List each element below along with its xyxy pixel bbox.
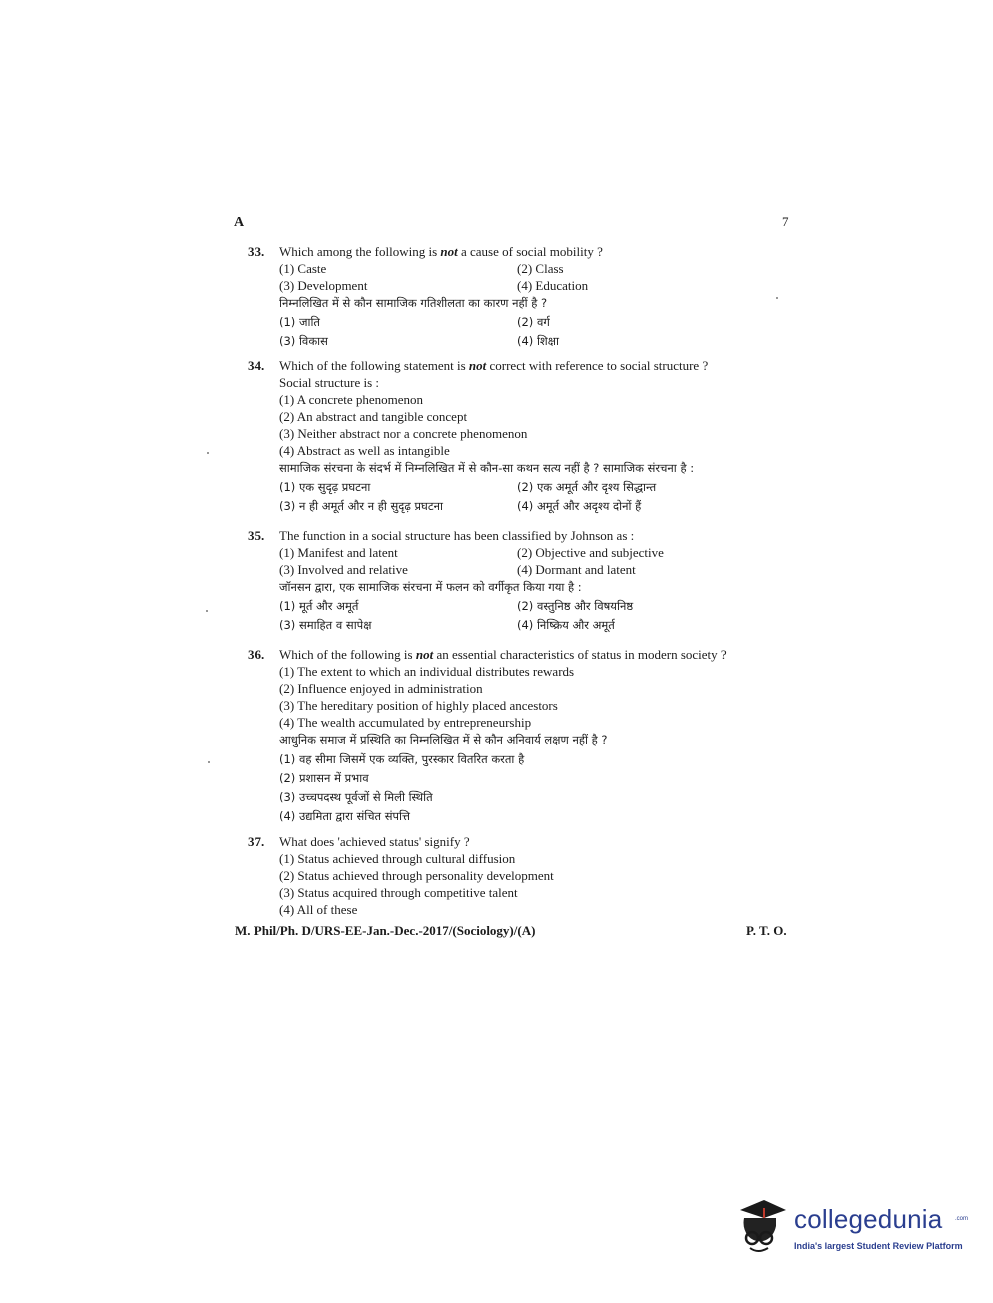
question-text: The function in a social structure has been classified by Johnson as : bbox=[279, 528, 635, 543]
question-text-hindi: सामाजिक संरचना के संदर्भ में निम्नलिखित में से कौन-सा कथन सत्य नहीं है ? सामाजिक संरचना है : bbox=[279, 461, 695, 475]
scan-speck bbox=[776, 297, 778, 299]
option-hindi: (3) न ही अमूर्त और न ही सुदृढ़ प्रघटना bbox=[279, 499, 444, 513]
option-hindi: (1) जाति bbox=[279, 315, 320, 329]
option: (4) All of these bbox=[279, 902, 358, 917]
option-hindi: (4) अमूर्त और अदृश्य दोनों हैं bbox=[517, 499, 642, 513]
option: (2) Status achieved through personality development bbox=[279, 868, 554, 883]
option-hindi: (4) शिक्षा bbox=[517, 334, 559, 348]
option-hindi: (1) मूर्त और अमूर्त bbox=[279, 599, 359, 613]
option: (1) Manifest and latent bbox=[279, 545, 398, 560]
question-text-hindi: जॉनसन द्वारा, एक सामाजिक संरचना में फलन को वर्गीकृत किया गया है : bbox=[279, 580, 582, 594]
option: (2) Influence enjoyed in administration bbox=[279, 681, 483, 696]
question-text-hindi: निम्नलिखित में से कौन सामाजिक गतिशीलता का कारण नहीं है ? bbox=[279, 296, 548, 310]
option-hindi: (1) वह सीमा जिसमें एक व्यक्ति, पुरस्कार वितरित करता है bbox=[279, 752, 525, 766]
option: (1) Status achieved through cultural diffusion bbox=[279, 851, 516, 866]
question-34 bbox=[248, 357, 793, 516]
option-hindi: (4) उद्यमिता द्वारा संचित संपत्ति bbox=[279, 809, 410, 823]
question-36 bbox=[248, 646, 793, 826]
option: (3) Status acquired through competitive talent bbox=[279, 885, 518, 900]
option-hindi: (4) निष्क्रिय और अमूर्त bbox=[517, 618, 615, 632]
question-number: 34. bbox=[248, 358, 265, 373]
option-hindi: (2) वर्ग bbox=[517, 315, 550, 329]
question-number: 33. bbox=[248, 244, 265, 259]
option: (3) Development bbox=[279, 278, 368, 293]
option-hindi: (2) प्रशासन में प्रभाव bbox=[279, 771, 369, 785]
question-subline: Social structure is : bbox=[279, 375, 380, 390]
option: (3) The hereditary position of highly placed ancestors bbox=[279, 698, 558, 713]
logo-tagline: India's largest Student Review Platform bbox=[794, 1241, 963, 1251]
option-hindi: (2) वस्तुनिष्ठ और विषयनिष्ठ bbox=[517, 599, 634, 613]
logo-suffix: .com bbox=[955, 1216, 969, 1222]
option-hindi: (2) एक अमूर्त और दृश्य सिद्धान्त bbox=[517, 480, 657, 494]
question-35 bbox=[248, 527, 793, 635]
option: (4) Abstract as well as intangible bbox=[279, 443, 450, 458]
option: (1) The extent to which an individual distributes rewards bbox=[279, 664, 575, 679]
section-label: A bbox=[234, 215, 245, 230]
collegedunia-logo bbox=[736, 1196, 969, 1266]
option: (2) An abstract and tangible concept bbox=[279, 409, 468, 424]
paper-code: M. Phil/Ph. D/URS-EE-Jan.-Dec.-2017/(Sociology)/(A) bbox=[235, 923, 536, 938]
mascot-icon bbox=[736, 1196, 792, 1256]
option-hindi: (3) समाहित व सापेक्ष bbox=[279, 618, 372, 632]
option-hindi: (3) विकास bbox=[279, 334, 328, 348]
question-number: 35. bbox=[248, 528, 265, 543]
option-hindi: (1) एक सुदृढ़ प्रघटना bbox=[279, 480, 371, 494]
question-number: 37. bbox=[248, 834, 265, 849]
question-37 bbox=[248, 833, 793, 918]
option: (2) Objective and subjective bbox=[517, 545, 664, 560]
option: (3) Neither abstract nor a concrete phenomenon bbox=[279, 426, 528, 441]
option-hindi: (3) उच्चपदस्थ पूर्वजों से मिली स्थिति bbox=[279, 790, 433, 804]
option: (1) A concrete phenomenon bbox=[279, 392, 424, 407]
question-text: What does 'achieved status' signify ? bbox=[279, 834, 470, 849]
question-33 bbox=[248, 243, 793, 351]
question-text-hindi: आधुनिक समाज में प्रस्थिति का निम्नलिखित में से कौन अनिवार्य लक्षण नहीं है ? bbox=[279, 733, 608, 747]
option: (4) Education bbox=[517, 278, 589, 293]
scan-speck bbox=[206, 610, 208, 612]
scan-speck bbox=[208, 761, 210, 763]
option: (2) Class bbox=[517, 261, 564, 276]
question-number: 36. bbox=[248, 647, 265, 662]
option: (4) The wealth accumulated by entrepreneurship bbox=[279, 715, 532, 730]
page-number: 7 bbox=[782, 214, 789, 229]
scan-speck bbox=[207, 452, 209, 454]
option: (4) Dormant and latent bbox=[517, 562, 636, 577]
question-text: Which among the following is not a cause of social mobility ? bbox=[279, 244, 603, 259]
option: (3) Involved and relative bbox=[279, 562, 408, 577]
question-text: Which of the following is not an essential characteristics of status in modern society ? bbox=[279, 647, 727, 662]
option: (1) Caste bbox=[279, 261, 327, 276]
question-text: Which of the following statement is not correct with reference to social structure ? bbox=[279, 358, 709, 373]
logo-wordmark: collegedunia bbox=[794, 1204, 943, 1234]
pto-label: P. T. O. bbox=[746, 923, 787, 938]
